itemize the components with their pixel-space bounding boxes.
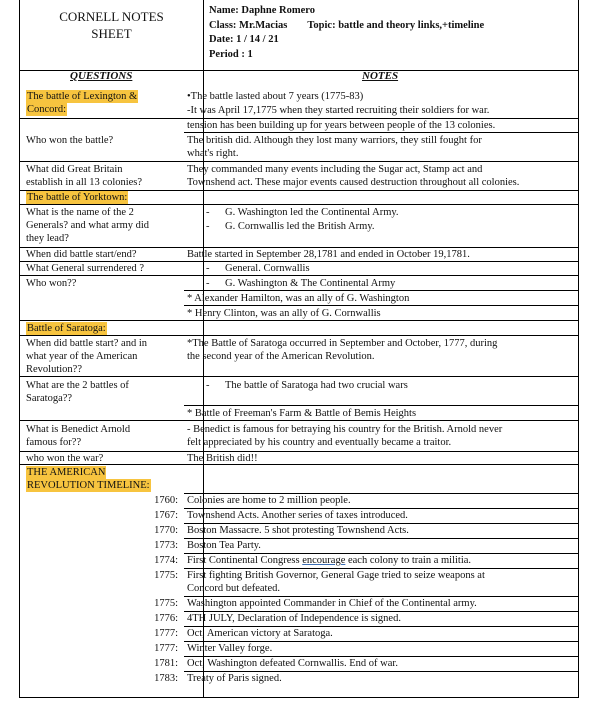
note-british: The british did. Although they lost many warriors, they still fought for bbox=[187, 135, 482, 146]
timeline-year: 1775: bbox=[154, 570, 178, 581]
timeline-event: Boston Tea Party. bbox=[187, 540, 261, 551]
timeline-event: Oct, Washington defeated Cornwallis. End of war. bbox=[187, 658, 398, 669]
question-generals-3: they lead? bbox=[26, 233, 69, 244]
question-arnold: What is Benedict Arnold bbox=[26, 424, 131, 435]
divider bbox=[20, 335, 578, 336]
note-freeman: * Battle of Freeman's Farm & Battle of Bemis Heights bbox=[187, 408, 417, 419]
question-saratoga-when-3: Revolution?? bbox=[26, 364, 82, 375]
note-washington-continental: G. Washington & The Continental Army bbox=[225, 278, 396, 289]
divider bbox=[20, 376, 578, 377]
list-dash: - bbox=[206, 221, 210, 232]
note-events: They commanded many events including the Sugar act, Stamp act and bbox=[187, 164, 483, 175]
timeline-event: Washington appointed Commander in Chief of the Continental army. bbox=[187, 598, 477, 609]
student-name: Name: Daphne Romero bbox=[209, 5, 315, 16]
timeline-event: Colonies are home to 2 million people. bbox=[187, 495, 351, 506]
divider bbox=[184, 132, 578, 133]
section-lexington: The battle of Lexington & bbox=[27, 91, 138, 102]
divider bbox=[20, 451, 578, 452]
divider bbox=[20, 275, 578, 276]
period: Period : 1 bbox=[209, 48, 253, 60]
question-surrendered: What General surrendered ? bbox=[26, 263, 145, 274]
topic: Topic: battle and theory links,+timeline bbox=[307, 19, 485, 31]
question-great-britain: What did Great Britain bbox=[26, 164, 123, 175]
divider bbox=[184, 290, 578, 291]
section-yorktown: The battle of Yorktown: bbox=[27, 192, 128, 203]
question-saratoga-when-2: what year of the American bbox=[26, 351, 138, 362]
note-events-2: Townshend act. These major events caused destruction throughout all colonies. bbox=[187, 177, 520, 188]
cornell-notes-sheet bbox=[19, 0, 579, 698]
note-general-cornwallis: General. Cornwallis bbox=[225, 263, 310, 274]
timeline-year: 1773: bbox=[154, 540, 178, 551]
note-saratoga-2: the second year of the American Revolution. bbox=[187, 351, 375, 362]
section-timeline-2: REVOLUTION TIMELINE: bbox=[27, 480, 150, 491]
sheet-title-line-1: CORNELL NOTES bbox=[59, 9, 164, 24]
question-who-won-2: Who won?? bbox=[26, 278, 77, 289]
note-april: -It was April 17,1775 when they started recruiting their soldiers for war. bbox=[187, 105, 490, 116]
note-arnold: - Benedict is famous for betraying his country for the British. Arnold never bbox=[187, 424, 503, 435]
spellcheck-word: encourage bbox=[302, 555, 346, 566]
question-generals: What is the name of the 2 bbox=[26, 207, 134, 218]
list-dash: - bbox=[206, 263, 210, 274]
student-info bbox=[209, 4, 484, 62]
list-dash: - bbox=[206, 380, 210, 391]
timeline-event-part: First Continental Congress bbox=[187, 555, 303, 566]
note-arnold-2: felt appreciated by his country and eventually became a traitor. bbox=[187, 437, 452, 448]
note-lasted: •The battle lasted about 7 years (1775-83) bbox=[187, 91, 364, 102]
timeline-year: 1777: bbox=[154, 643, 178, 654]
date: Date: 1 / 14 / 21 bbox=[209, 34, 279, 45]
questions-header: QUESTIONS bbox=[70, 70, 133, 82]
timeline-year: 1776: bbox=[154, 613, 178, 624]
note-cornwallis-led: G. Cornwallis led the British Army. bbox=[225, 221, 375, 232]
timeline-year: 1770: bbox=[154, 525, 178, 536]
timeline-year: 1783: bbox=[154, 673, 178, 684]
list-dash: - bbox=[206, 207, 210, 218]
timeline-year: 1774: bbox=[154, 555, 178, 566]
question-arnold-2: famous for?? bbox=[26, 437, 82, 448]
note-clinton: * Henry Clinton, was an ally of G. Cornwallis bbox=[187, 308, 381, 319]
note-hamilton: * Alexander Hamilton, was an ally of G. Washington bbox=[187, 293, 410, 304]
timeline-year: 1781: bbox=[154, 658, 178, 669]
note-tension: tension has been building up for years between people of the 13 colonies. bbox=[187, 120, 496, 131]
section-timeline: THE AMERICAN bbox=[27, 467, 106, 478]
note-washington-led: G. Washington led the Continental Army. bbox=[225, 207, 399, 218]
divider bbox=[20, 420, 578, 421]
question-who-won: Who won the battle? bbox=[26, 135, 114, 146]
timeline-event: Boston Massacre. 5 shot protesting Townshend Acts. bbox=[187, 525, 409, 536]
note-started: Battle started in September 28,1781 and ended in October 19,1781. bbox=[187, 249, 470, 260]
section-lexington-2: Concord: bbox=[27, 104, 67, 115]
sheet-title bbox=[20, 0, 203, 70]
timeline-year: 1777: bbox=[154, 628, 178, 639]
question-who-won-war: who won the war? bbox=[26, 453, 104, 464]
timeline-event: Oct, American victory at Saratoga. bbox=[187, 628, 333, 639]
note-saratoga: *The Battle of Saratoga occurred in September and October, 1777, during bbox=[187, 338, 498, 349]
note-british-did: The British did!! bbox=[187, 453, 258, 464]
note-crucial: The battle of Saratoga had two crucial wars bbox=[225, 380, 408, 391]
divider bbox=[184, 405, 578, 406]
section-saratoga: Battle of Saratoga: bbox=[27, 323, 106, 334]
list-dash: - bbox=[206, 278, 210, 289]
divider bbox=[20, 320, 578, 321]
timeline-event: Treaty of Paris signed. bbox=[187, 673, 282, 684]
timeline-year: 1767: bbox=[154, 510, 178, 521]
timeline-event bbox=[187, 554, 471, 567]
sheet-title-line-2: SHEET bbox=[91, 26, 132, 41]
notes-header: NOTES bbox=[362, 70, 399, 82]
timeline-event: First fighting British Governor, General Gage tried to seize weapons at bbox=[187, 570, 485, 581]
question-saratoga-when: When did battle start? and in bbox=[26, 338, 148, 349]
timeline-event-part: each colony to train a militia. bbox=[345, 555, 472, 566]
timeline-event: 4TH JULY, Declaration of Independence is signed. bbox=[187, 613, 401, 624]
note-british-2: what's right. bbox=[187, 148, 239, 159]
question-great-britain-2: establish in all 13 colonies? bbox=[26, 177, 143, 188]
question-generals-2: Generals? and what army did bbox=[26, 220, 150, 231]
timeline-year: 1760: bbox=[154, 495, 178, 506]
question-start-end: When did battle start/end? bbox=[26, 249, 137, 260]
question-two-battles: What are the 2 battles of bbox=[26, 380, 129, 391]
divider bbox=[20, 204, 578, 205]
divider bbox=[184, 305, 578, 306]
timeline-event: Townshend Acts. Another series of taxes introduced. bbox=[187, 510, 408, 521]
class-name: Class: Mr.Macias bbox=[209, 19, 288, 31]
divider bbox=[20, 464, 578, 465]
timeline-event: Winter Valley forge. bbox=[187, 643, 273, 654]
timeline-event-cont: Concord but defeated. bbox=[187, 583, 281, 594]
divider bbox=[20, 161, 578, 162]
timeline-year: 1775: bbox=[154, 598, 178, 609]
question-two-battles-2: Saratoga?? bbox=[26, 393, 73, 404]
